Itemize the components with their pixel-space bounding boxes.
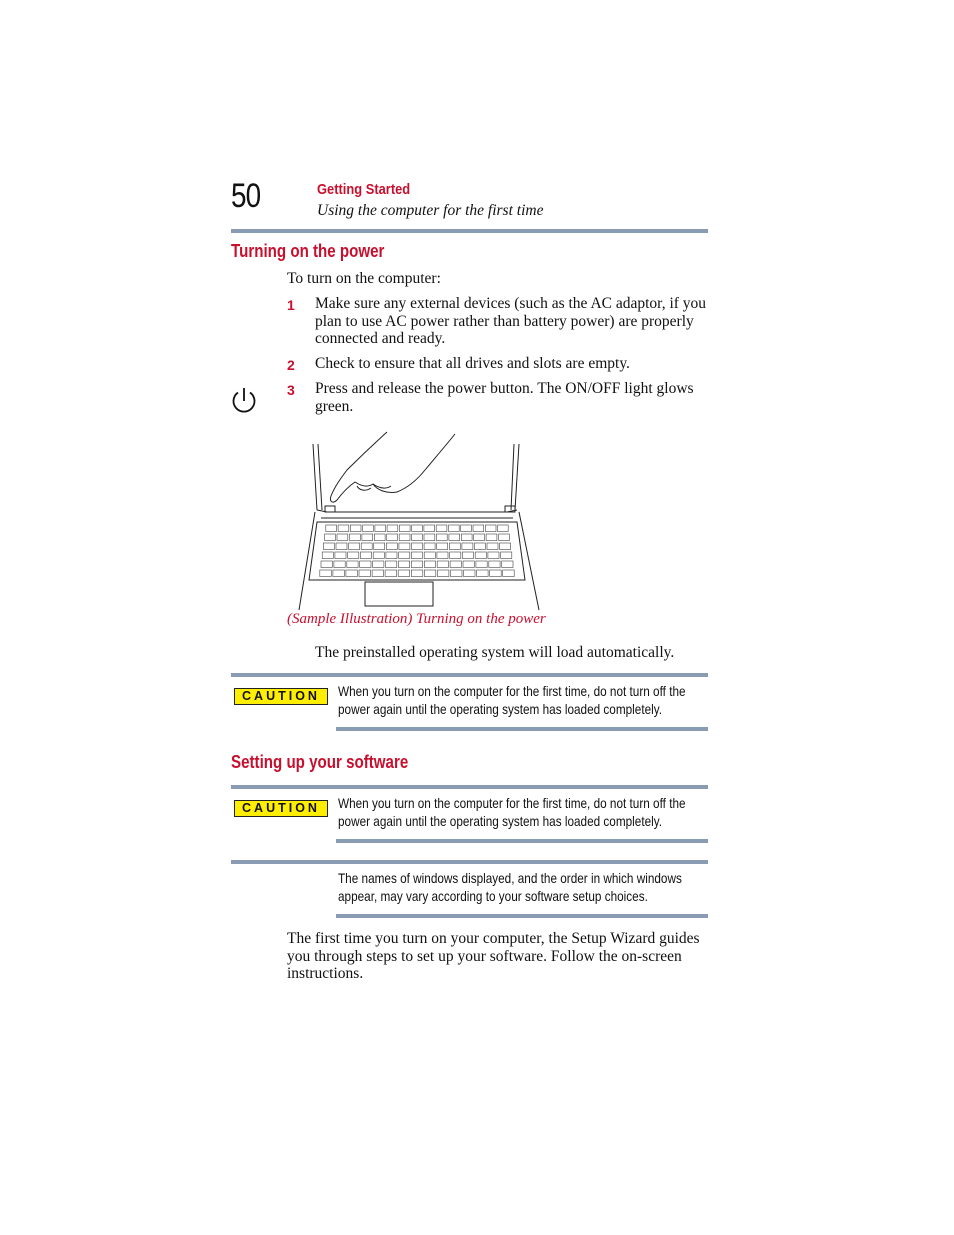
keyboard-key — [436, 534, 447, 541]
keyboard-key — [333, 570, 345, 577]
keyboard-key — [360, 561, 371, 568]
keyboard-key — [412, 534, 423, 541]
keyboard-key — [411, 552, 422, 559]
keyboard-key — [449, 534, 460, 541]
caution-rule-bottom — [336, 727, 708, 731]
step-number: 1 — [287, 297, 295, 313]
keyboard-key — [450, 561, 461, 568]
step-text: Make sure any external devices (such as the AC adaptor, if you plan to use AC power rather than battery power) are properly connected and ready. — [315, 295, 707, 347]
keyboard-key — [336, 543, 347, 550]
page-number: 50 — [231, 177, 261, 215]
keyboard-key — [326, 525, 337, 532]
keyboard-key — [474, 543, 485, 550]
keyboard-key — [490, 570, 502, 577]
keyboard-key — [373, 561, 384, 568]
keyboard-key — [424, 570, 436, 577]
chapter-title: Getting Started — [317, 181, 411, 198]
keyboard-key — [463, 561, 474, 568]
keyboard-key — [359, 570, 371, 577]
keyboard-key — [424, 561, 435, 568]
keyboard-key — [338, 525, 349, 532]
keyboard-key — [424, 534, 435, 541]
heading-turning-on-power: Turning on the power — [231, 241, 385, 261]
keyboard-key — [323, 543, 334, 550]
keyboard-key — [360, 552, 371, 559]
setup-paragraph: The first time you turn on your computer, the Setup Wizard guides you through steps to set up your software. Follow the on-screen instructions. — [287, 930, 700, 982]
keyboard-key — [411, 570, 423, 577]
after-text: The preinstalled operating system will load automatically. — [315, 644, 675, 661]
note-text: The names of windows displayed, and the order in which windows appear, may vary according to your software setup choices. — [338, 870, 682, 904]
keyboard-key — [501, 552, 512, 559]
keyboard-key — [385, 570, 397, 577]
note-rule-top — [231, 860, 708, 864]
laptop-illustration — [287, 430, 547, 612]
keyboard-key — [449, 525, 460, 532]
keyboard-key — [462, 543, 473, 550]
keyboard-key — [321, 561, 332, 568]
caution-rule-top — [231, 673, 708, 677]
keyboard-key — [399, 525, 410, 532]
keyboard-key — [374, 543, 385, 550]
heading-setting-up-software: Setting up your software — [231, 752, 409, 772]
keyboard-key — [464, 570, 476, 577]
keyboard-key — [473, 525, 484, 532]
keyboard-key — [373, 552, 384, 559]
keyboard-key — [461, 525, 472, 532]
keyboard-key — [488, 552, 499, 559]
keyboard-key — [387, 534, 398, 541]
keyboard-key — [461, 534, 472, 541]
keyboard-key — [475, 552, 486, 559]
keyboard-key — [320, 570, 332, 577]
keyboard-key — [372, 570, 384, 577]
keyboard-key — [476, 561, 487, 568]
keyboard-key — [398, 570, 410, 577]
keyboard-key — [386, 561, 397, 568]
keyboard-key — [347, 561, 358, 568]
keyboard-key — [477, 570, 489, 577]
keyboard-key — [436, 525, 447, 532]
keyboard-key — [399, 534, 410, 541]
keyboard-key — [424, 543, 435, 550]
keyboard-key — [322, 552, 333, 559]
step-number: 2 — [287, 357, 295, 373]
keyboard-key — [362, 534, 373, 541]
keyboard-key — [361, 543, 372, 550]
keyboard-key — [399, 552, 410, 559]
keyboard-key — [334, 561, 345, 568]
caution-text: When you turn on the computer for the first time, do not turn off the power again until the operating system has loaded completely. — [338, 683, 686, 717]
keyboard-key — [348, 552, 359, 559]
keyboard-key — [450, 552, 461, 559]
caution-rule-top — [231, 785, 708, 789]
keyboard-key — [363, 525, 374, 532]
keyboard-key — [412, 525, 423, 532]
figure-caption: (Sample Illustration) Turning on the power — [287, 611, 546, 627]
keyboard-key — [398, 561, 409, 568]
keyboard-key — [485, 525, 496, 532]
keyboard-key — [437, 561, 448, 568]
keyboard-key — [350, 534, 361, 541]
caution-rule-bottom — [336, 839, 708, 843]
keyboard-key — [411, 561, 422, 568]
keyboard-key — [503, 570, 515, 577]
keyboard-key — [386, 543, 397, 550]
step-number: 3 — [287, 382, 295, 398]
note-rule-bottom — [336, 914, 708, 918]
keyboard-key — [349, 543, 360, 550]
keyboard-key — [437, 552, 448, 559]
keyboard-key — [374, 534, 385, 541]
keyboard-key — [337, 534, 348, 541]
keyboard-key — [489, 561, 500, 568]
keyboard-key — [474, 534, 485, 541]
keyboard-key — [502, 561, 513, 568]
power-icon — [229, 386, 259, 416]
keyboard-key — [486, 534, 497, 541]
keyboard-key — [346, 570, 358, 577]
header-rule — [231, 229, 708, 233]
keyboard-key — [386, 552, 397, 559]
keyboard-key — [424, 552, 435, 559]
keyboard-key — [451, 570, 463, 577]
keyboard-key — [424, 525, 435, 532]
caution-badge: CAUTION — [234, 688, 328, 705]
keyboard-key — [387, 525, 398, 532]
step-text: Press and release the power button. The ON/OFF light glows green. — [315, 380, 694, 415]
keyboard-key — [500, 543, 511, 550]
keyboard-key — [437, 570, 449, 577]
keyboard-key — [462, 552, 473, 559]
keyboard-key — [412, 543, 423, 550]
caution-text: When you turn on the computer for the first time, do not turn off the power again until the operating system has loaded completely. — [338, 795, 686, 829]
keyboard-key — [325, 534, 336, 541]
keyboard-key — [449, 543, 460, 550]
step-text: Check to ensure that all drives and slots are empty. — [315, 355, 630, 372]
caution-badge: CAUTION — [234, 800, 328, 817]
keyboard-key — [499, 534, 510, 541]
keyboard-key — [487, 543, 498, 550]
keyboard-key — [399, 543, 410, 550]
section-subtitle: Using the computer for the first time — [317, 202, 544, 219]
keyboard-key — [335, 552, 346, 559]
keyboard-key — [375, 525, 386, 532]
keyboard-key — [437, 543, 448, 550]
keyboard-key — [350, 525, 361, 532]
intro-text: To turn on the computer: — [287, 270, 441, 287]
keyboard-key — [498, 525, 509, 532]
